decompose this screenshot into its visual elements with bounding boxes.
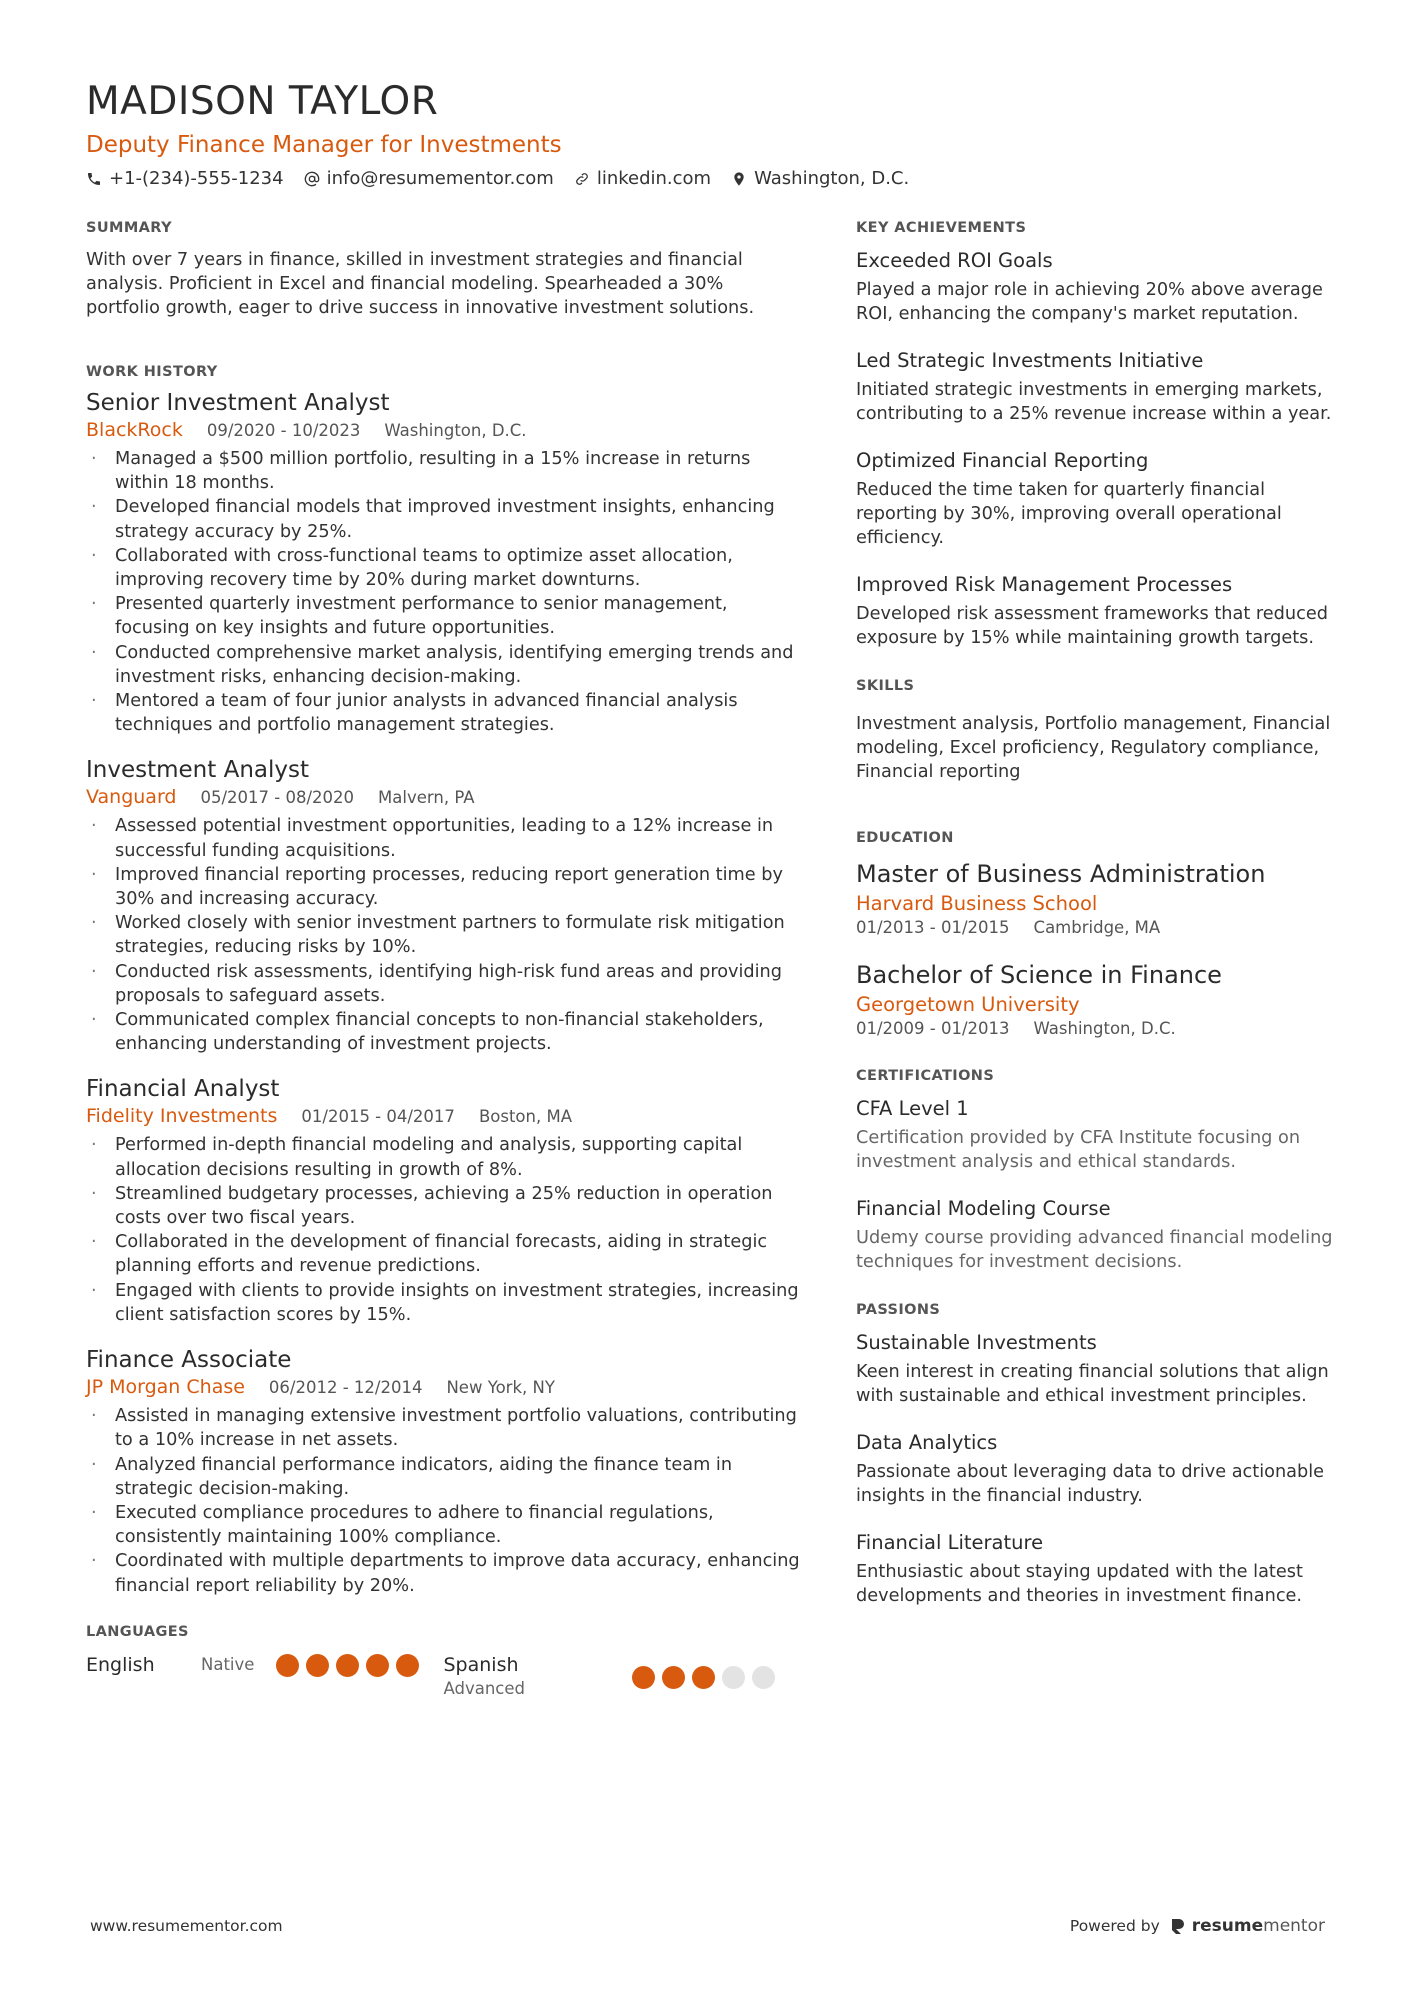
job-list <box>86 388 801 1598</box>
bullet-item: · Assisted in managing extensive investment portfolio valuations, contributing to a 10% increase in net assets. <box>86 1404 801 1452</box>
language-item <box>86 1652 444 1678</box>
company-name: Fidelity Investments <box>86 1105 278 1128</box>
bullet-item: · Engaged with clients to provide insights on investment strategies, increasing client satisfaction scores by 15%. <box>86 1279 801 1327</box>
bullet-item: · Presented quarterly investment performance to senior management, focusing on key insights and future opportunities. <box>86 592 801 640</box>
language-item <box>444 1652 802 1700</box>
contact-phone <box>86 166 284 192</box>
job-location: Malvern, PA <box>378 788 475 808</box>
company-name: Vanguard <box>86 786 177 809</box>
achievement-title: Exceeded ROI Goals <box>856 249 1053 272</box>
right-column <box>856 218 1336 1630</box>
linkedin-text: linkedin.com <box>596 168 712 189</box>
job-entry <box>86 388 801 737</box>
education-section <box>856 828 1336 1040</box>
passion-text: Passionate about leveraging data to drive actionable insights in the financial industry. <box>856 1462 1325 1506</box>
job-bullets <box>86 1404 801 1598</box>
rating-dot-filled <box>366 1654 389 1677</box>
achievement <box>856 448 1336 550</box>
achievement-text: Reduced the time taken for quarterly financial reporting by 30%, improving overall operational efficiency. <box>856 480 1282 548</box>
contact-linkedin[interactable] <box>574 166 711 192</box>
passion-title: Sustainable Investments <box>856 1331 1097 1354</box>
job-title: Financial Analyst <box>86 1076 280 1103</box>
education-entry <box>856 858 1336 939</box>
achievement-title: Led Strategic Investments Initiative <box>856 349 1204 372</box>
passion <box>856 1530 1336 1608</box>
contact-location <box>731 166 909 192</box>
education-entry <box>856 959 1336 1040</box>
section-heading: SKILLS <box>856 678 915 694</box>
job-meta <box>86 418 801 443</box>
rating-dot-filled <box>276 1654 299 1677</box>
language-list <box>86 1652 801 1700</box>
rating-dot-filled <box>632 1666 655 1689</box>
achievement-list <box>856 248 1336 650</box>
bullet-item: · Performed in-depth financial modeling and analysis, supporting capital allocation decisions resulting in growth of 8%. <box>86 1133 801 1181</box>
rating-dot-filled <box>336 1654 359 1677</box>
language-level: Native <box>201 1654 255 1674</box>
summary-text: With over 7 years in finance, skilled in investment strategies and financial analysis. Proficient in Excel and financial modeling. Spearheaded a 30% portfolio growth, eager to drive success in innovative investment solutions. <box>86 250 755 318</box>
bullet-item: · Mentored a team of four junior analysts in advanced financial analysis techniques and portfolio management strategies. <box>86 689 801 737</box>
bullet-item: · Collaborated with cross-functional teams to optimize asset allocation, improving recovery time by 20% during market downturns. <box>86 544 801 592</box>
job-entry <box>86 755 801 1056</box>
certification-text: Certification provided by CFA Institute focusing on investment analysis and ethical standards. <box>856 1128 1301 1172</box>
achievement-text: Played a major role in achieving 20% above average ROI, enhancing the company's market reputation. <box>856 280 1323 324</box>
powered-by <box>1070 1916 1325 1936</box>
education-location: Washington, D.C. <box>1033 1019 1176 1038</box>
certification-list <box>856 1096 1336 1274</box>
certifications-section <box>856 1066 1336 1274</box>
section-heading: PASSIONS <box>856 1302 941 1318</box>
section-heading: KEY ACHIEVEMENTS <box>856 220 1027 236</box>
achievement <box>856 348 1336 426</box>
achievement-title: Optimized Financial Reporting <box>856 449 1149 472</box>
language-name: English <box>86 1653 155 1676</box>
school-name: Harvard Business School <box>856 892 1098 915</box>
passion <box>856 1330 1336 1408</box>
summary-section <box>86 218 801 320</box>
job-bullets <box>86 814 801 1056</box>
bullet-item: · Conducted risk assessments, identifying high-risk fund areas and providing proposals to safeguard assets. <box>86 960 801 1008</box>
certification-text: Udemy course providing advanced financial modeling techniques for investment decisions. <box>856 1228 1333 1272</box>
bullet-item: · Communicated complex financial concepts to non-financial stakeholders, enhancing understanding of investment projects. <box>86 1008 801 1056</box>
location-pin-icon <box>731 171 747 187</box>
job-title-headline: Deputy Finance Manager for Investments <box>86 132 562 158</box>
rating-dot-filled <box>662 1666 685 1689</box>
job-meta <box>86 785 801 810</box>
section-heading: SUMMARY <box>86 220 172 236</box>
rating-dot-filled <box>692 1666 715 1689</box>
job-dates: 05/2017 - 08/2020 <box>200 788 355 808</box>
education-meta <box>856 917 1336 939</box>
passion-list <box>856 1330 1336 1608</box>
location-text: Washington, D.C. <box>754 168 910 189</box>
section-heading: CERTIFICATIONS <box>856 1068 995 1084</box>
bullet-item: · Improved financial reporting processes, reducing report generation time by 30% and increasing accuracy. <box>86 863 801 911</box>
job-title: Finance Associate <box>86 1347 292 1374</box>
page-footer <box>90 1916 1325 1936</box>
bullet-item: · Assessed potential investment opportunities, leading to a 12% increase in successful funding acquisitions. <box>86 814 801 862</box>
rating-dot-filled <box>396 1654 419 1677</box>
job-meta <box>86 1104 801 1129</box>
language-rating-dots <box>276 1654 419 1677</box>
company-name: BlackRock <box>86 419 183 441</box>
job-dates: 01/2015 - 04/2017 <box>301 1107 455 1127</box>
bullet-item: · Managed a $500 million portfolio, resulting in a 15% increase in returns within 18 months. <box>86 447 801 495</box>
passion-text: Keen interest in creating financial solutions that align with sustainable and ethical investment principles. <box>856 1362 1329 1406</box>
section-heading: EDUCATION <box>856 830 954 846</box>
bullet-item: · Executed compliance procedures to adhere to financial regulations, consistently maintaining 100% compliance. <box>86 1501 801 1549</box>
footer-website-link[interactable]: www.resumementor.com <box>90 1917 283 1935</box>
achievement-text: Developed risk assessment frameworks that reduced exposure by 15% while maintaining growth targets. <box>856 604 1328 648</box>
rating-dot-empty <box>752 1666 775 1689</box>
education-location: Cambridge, MA <box>1033 918 1161 937</box>
bullet-item: · Streamlined budgetary processes, achieving a 25% reduction in operation costs over two fiscal years. <box>86 1182 801 1230</box>
language-name: Spanish <box>443 1653 519 1676</box>
bullet-item: · Conducted comprehensive market analysis, identifying emerging trends and investment risks, enhancing decision-making. <box>86 641 801 689</box>
section-heading: WORK HISTORY <box>86 364 218 380</box>
certification <box>856 1096 1336 1174</box>
achievement-title: Improved Risk Management Processes <box>856 573 1233 596</box>
job-bullets <box>86 1133 801 1327</box>
brand-mark-icon <box>1170 1917 1186 1935</box>
bullet-item: · Developed financial models that improved investment insights, enhancing strategy accuracy by 25%. <box>86 495 801 543</box>
job-title: Investment Analyst <box>86 757 309 784</box>
language-rating-dots <box>632 1666 775 1689</box>
languages-section <box>86 1622 801 1700</box>
at-icon <box>304 171 320 187</box>
contact-bar <box>86 166 1336 192</box>
language-level: Advanced <box>443 1678 526 1698</box>
phone-icon <box>86 171 102 187</box>
link-icon <box>574 171 590 187</box>
brand-bold: resume <box>1191 1916 1264 1936</box>
key-achievements-section <box>856 218 1336 650</box>
education-meta <box>856 1018 1336 1040</box>
passion-title: Financial Literature <box>856 1531 1044 1554</box>
job-dates: 09/2020 - 10/2023 <box>206 421 361 440</box>
candidate-name: MADISON TAYLOR <box>86 79 439 124</box>
achievement <box>856 572 1336 650</box>
job-bullets <box>86 447 801 737</box>
rating-dot-empty <box>722 1666 745 1689</box>
passion <box>856 1430 1336 1508</box>
bullet-item: · Coordinated with multiple departments to improve data accuracy, enhancing financial report reliability by 20%. <box>86 1549 801 1597</box>
certification-title: CFA Level 1 <box>856 1097 969 1120</box>
job-location: New York, NY <box>446 1378 555 1398</box>
school-name: Georgetown University <box>856 993 1080 1016</box>
powered-by-label: Powered by <box>1069 1917 1160 1935</box>
language-text <box>444 1652 632 1700</box>
achievement-text: Initiated strategic investments in emerging markets, contributing to a 25% revenue increase within a year. <box>856 380 1332 424</box>
job-meta <box>86 1375 801 1400</box>
job-dates: 06/2012 - 12/2014 <box>268 1378 423 1398</box>
certification-title: Financial Modeling Course <box>856 1197 1111 1220</box>
passions-section <box>856 1300 1336 1608</box>
resume-page <box>86 78 1336 1698</box>
brand-logo <box>1170 1916 1325 1936</box>
job-location: Boston, MA <box>478 1107 572 1127</box>
passion-title: Data Analytics <box>856 1431 998 1454</box>
education-dates: 01/2013 - 01/2015 <box>856 918 1010 937</box>
skills-section <box>856 676 1336 784</box>
contact-email[interactable] <box>304 166 554 192</box>
left-column <box>86 218 801 1700</box>
education-dates: 01/2009 - 01/2013 <box>856 1019 1010 1038</box>
achievement <box>856 248 1336 326</box>
brand-light: mentor <box>1263 1916 1325 1936</box>
degree-name: Master of Business Administration <box>856 860 1266 888</box>
company-name: JP Morgan Chase <box>86 1376 245 1399</box>
bullet-item: · Analyzed financial performance indicators, aiding the finance team in strategic decision-making. <box>86 1453 801 1501</box>
bullet-item: · Collaborated in the development of financial forecasts, aiding in strategic planning efforts and revenue predictions. <box>86 1230 801 1278</box>
section-heading: LANGUAGES <box>86 1623 189 1640</box>
job-entry <box>86 1345 801 1598</box>
email-text: info@resumementor.com <box>326 168 554 189</box>
phone-text: +1-(234)-555-1234 <box>109 168 284 189</box>
job-entry <box>86 1074 801 1327</box>
certification <box>856 1196 1336 1274</box>
degree-name: Bachelor of Science in Finance <box>856 961 1222 989</box>
job-title: Senior Investment Analyst <box>86 390 390 416</box>
skills-text: Investment analysis, Portfolio management, Financial modeling, Excel proficiency, Regulatory compliance, Financial reporting <box>856 714 1331 782</box>
passion-text: Enthusiastic about staying updated with the latest developments and theories in investment finance. <box>856 1562 1303 1606</box>
rating-dot-filled <box>306 1654 329 1677</box>
education-list <box>856 858 1336 1040</box>
work-history-section <box>86 362 801 1598</box>
bullet-item: · Worked closely with senior investment partners to formulate risk mitigation strategies, reducing risks by 10%. <box>86 911 801 959</box>
job-location: Washington, D.C. <box>384 421 527 440</box>
